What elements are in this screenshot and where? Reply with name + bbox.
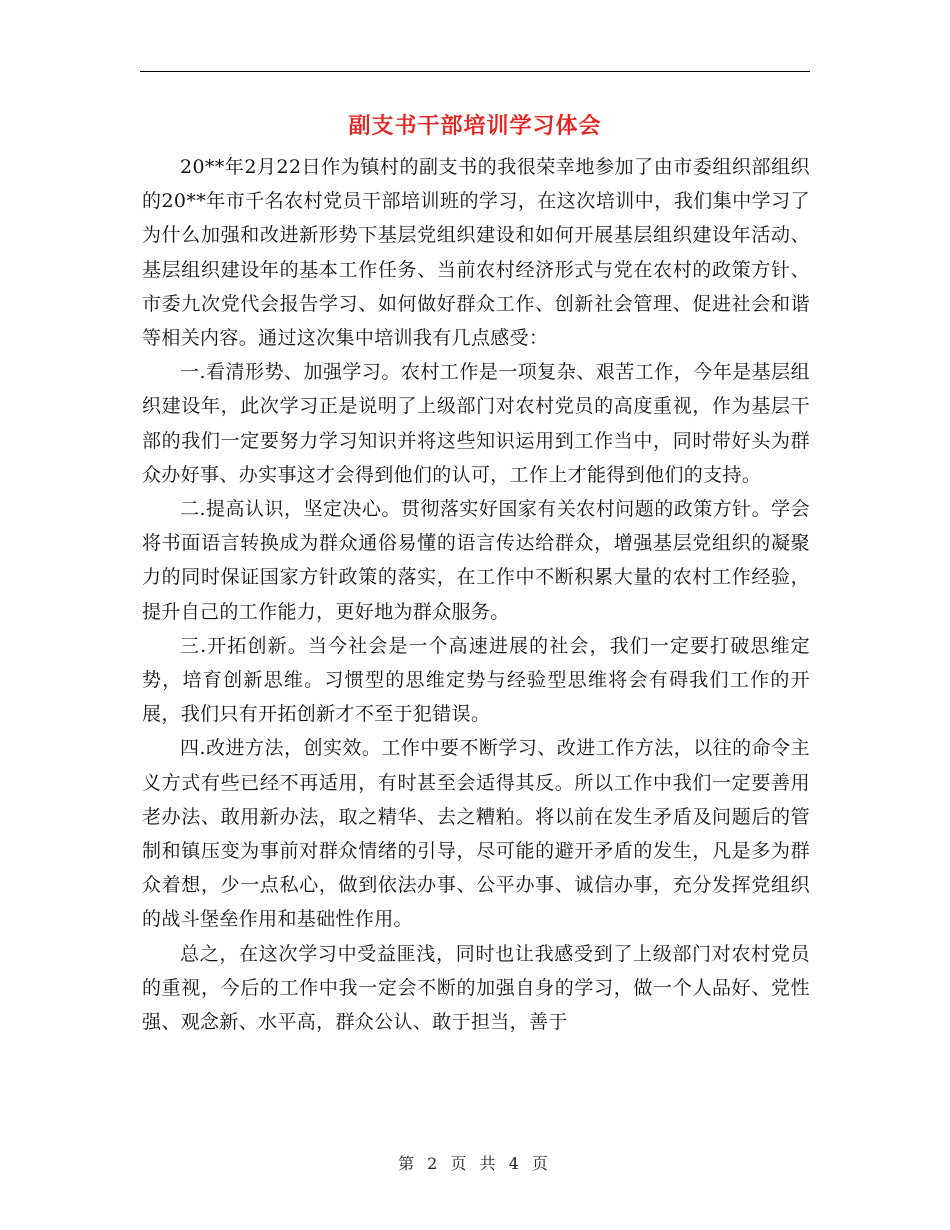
document-body: [142, 150, 810, 1039]
paragraph-point-2: 二.提高认识，坚定决心。贯彻落实好国家有关农村问题的政策方针。学会将书面语言转换成为群众通俗易懂的语言传达给群众，增强基层党组织的凝聚力的同时保证国家方针政策的落实，在工作中不断积累大量的农村工作经验，提升自己的工作能力，更好地为群众服务。: [142, 498, 810, 623]
paragraph-point-4: 四.改进方法，创实效。工作中要不断学习、改进工作方法，以往的命令主义方式有些已经不再适用，有时甚至会适得其反。所以工作中我们一定要善用老办法、敢用新办法，取之精华、去之糟粕。将以前在发生矛盾及问题后的管制和镇压变为事前对群众情绪的引导，尽可能的避开矛盾的发生，凡是多为群众着想，少一点私心，做到依法办事、公平办事、诚信办事，充分发挥党组织的战斗堡垒作用和基础性作用。: [142, 737, 810, 931]
header-rule: [140, 71, 810, 72]
paragraph-intro: 20**年2月22日作为镇村的副支书的我很荣幸地参加了由市委组织部组织的20**年市千名农村党员干部培训班的学习，在这次培训中，我们集中学习了为什么加强和改进新形势下基层党组织建设和如何开展基层组织建设年活动、基层组织建设年的基本工作任务、当前农村经济形式与党在农村的政策方针、市委九次党代会报告学习、如何做好群众工作、创新社会管理、促进社会和谐等相关内容。通过这次集中培训我有几点感受：: [142, 156, 810, 350]
document-title: 副支书干部培训学习体会: [348, 113, 602, 139]
paragraph-point-1: 一.看清形势、加强学习。农村工作是一项复杂、艰苦工作，今年是基层组织建设年，此次学习正是说明了上级部门对农村党员的高度重视，作为基层干部的我们一定要努力学习知识并将这些知识运用到工作当中，同时带好头为群众办好事、办实事这才会得到他们的认可，工作上才能得到他们的支持。: [142, 361, 810, 486]
paragraph-point-3: 三.开拓创新。当今社会是一个高速进展的社会，我们一定要打破思维定势，培育创新思维。习惯型的思维定势与经验型思维将会有碍我们工作的开展，我们只有开拓创新才不至于犯错误。: [142, 634, 810, 726]
paragraph-conclusion: 总之，在这次学习中受益匪浅，同时也让我感受到了上级部门对农村党员的重视，今后的工作中我一定会不断的加强自身的学习，做一个人品好、党性强、观念新、水平高，群众公认、敢于担当，善于: [142, 942, 810, 1034]
page-number-footer: 第 2 页 共 4 页: [398, 1154, 552, 1173]
